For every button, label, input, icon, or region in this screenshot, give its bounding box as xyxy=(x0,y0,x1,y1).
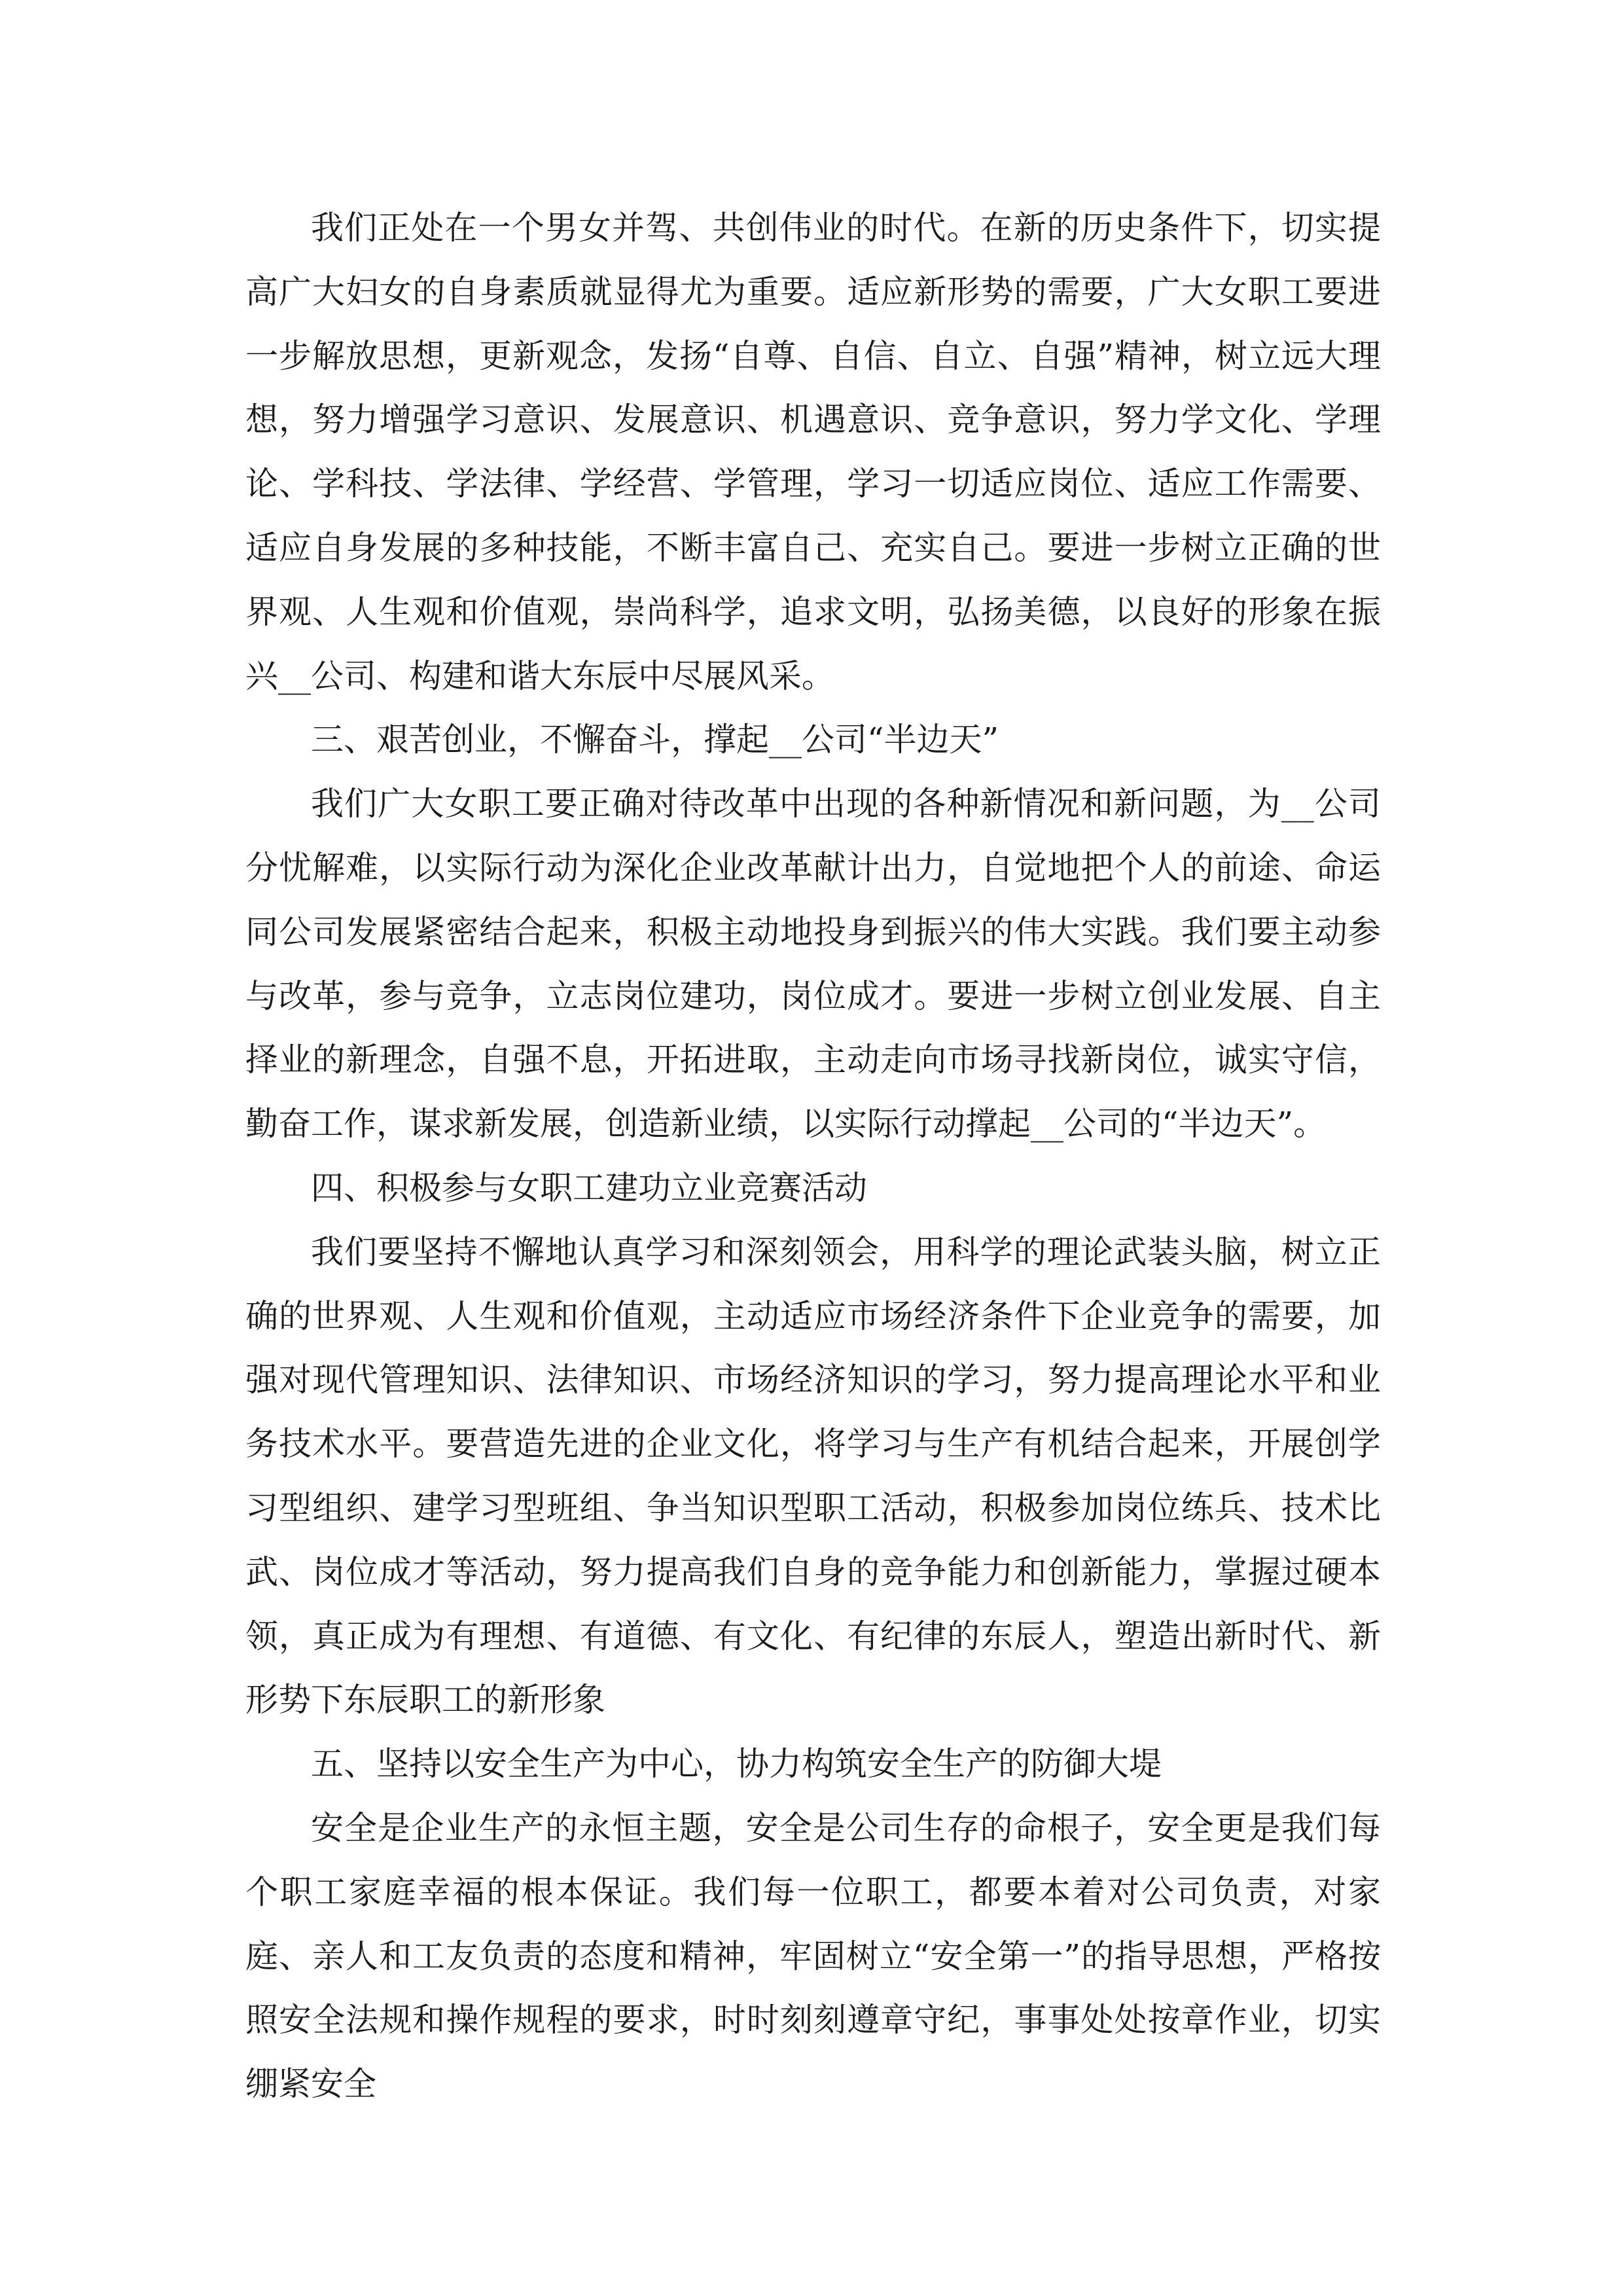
paragraph-safety: 安全是企业生产的永恒主题，安全是公司生存的命根子，安全更是我们每个职工家庭幸福的根本保证。我们每一位职工，都要本着对公司负责，对家庭、亲人和工友负责的态度和精神，牢固树立“安全第一”的指导思想，严格按照安全法规和操作规程的要求，时时刻刻遵章守纪，事事处处按章作业，切实绷紧安全 xyxy=(245,1808,1381,2104)
document-page xyxy=(245,196,1381,2117)
section-heading-3: 三、艰苦创业，不懈奋斗，撑起__公司“半边天” xyxy=(311,721,999,759)
section-heading-4: 四、积极参与女职工建功立业竞赛活动 xyxy=(311,1168,867,1207)
paragraph-hard-work: 我们广大女职工要正确对待改革中出现的各种新情况和新问题，为__公司分忧解难，以实际行动为深化企业改革献计出力，自觉地把个人的前途、命运同公司发展紧密结合起来，积极主动地投身到振兴的伟大实践。我们要主动参与改革，参与竞争，立志岗位建功，岗位成才。要进一步树立创业发展、自主择业的新理念，自强不息，开拓进取，主动走向市场寻找新岗位，诚实守信，勤奋工作，谋求新发展，创造新业绩，以实际行动撑起__公司的“半边天”。 xyxy=(245,785,1381,1143)
section-heading-5: 五、坚持以安全生产为中心，协力构筑安全生产的防御大堤 xyxy=(311,1745,1162,1784)
paragraph-self-improvement: 我们正处在一个男女并驾、共创伟业的时代。在新的历史条件下，切实提高广大妇女的自身素质就显得尤为重要。适应新形势的需要，广大女职工要进一步解放思想，更新观念，发扬“自尊、自信、自立、自强”精神，树立远大理想，努力增强学习意识、发展意识、机遇意识、竞争意识，努力学文化、学理论、学科技、学法律、学经营、学管理，学习一切适应岗位、适应工作需要、适应自身发展的多种技能，不断丰富自己、充实自己。要进一步树立正确的世界观、人生观和价值观，崇尚科学，追求文明，弘扬美德，以良好的形象在振兴__公司、构建和谐大东辰中尽展风采。 xyxy=(245,209,1381,695)
paragraph-competition: 我们要坚持不懈地认真学习和深刻领会，用科学的理论武装头脑，树立正确的世界观、人生观和价值观，主动适应市场经济条件下企业竞争的需要，加强对现代管理知识、法律知识、市场经济知识的学习，努力提高理论水平和业务技术水平。要营造先进的企业文化，将学习与生产有机结合起来，开展创学习型组织、建学习型班组、争当知识型职工活动，积极参加岗位练兵、技术比武、岗位成才等活动，努力提高我们自身的竞争能力和创新能力，掌握过硬本领，真正成为有理想、有道德、有文化、有纪律的东辰人，塑造出新时代、新形势下东辰职工的新形象 xyxy=(245,1232,1381,1719)
